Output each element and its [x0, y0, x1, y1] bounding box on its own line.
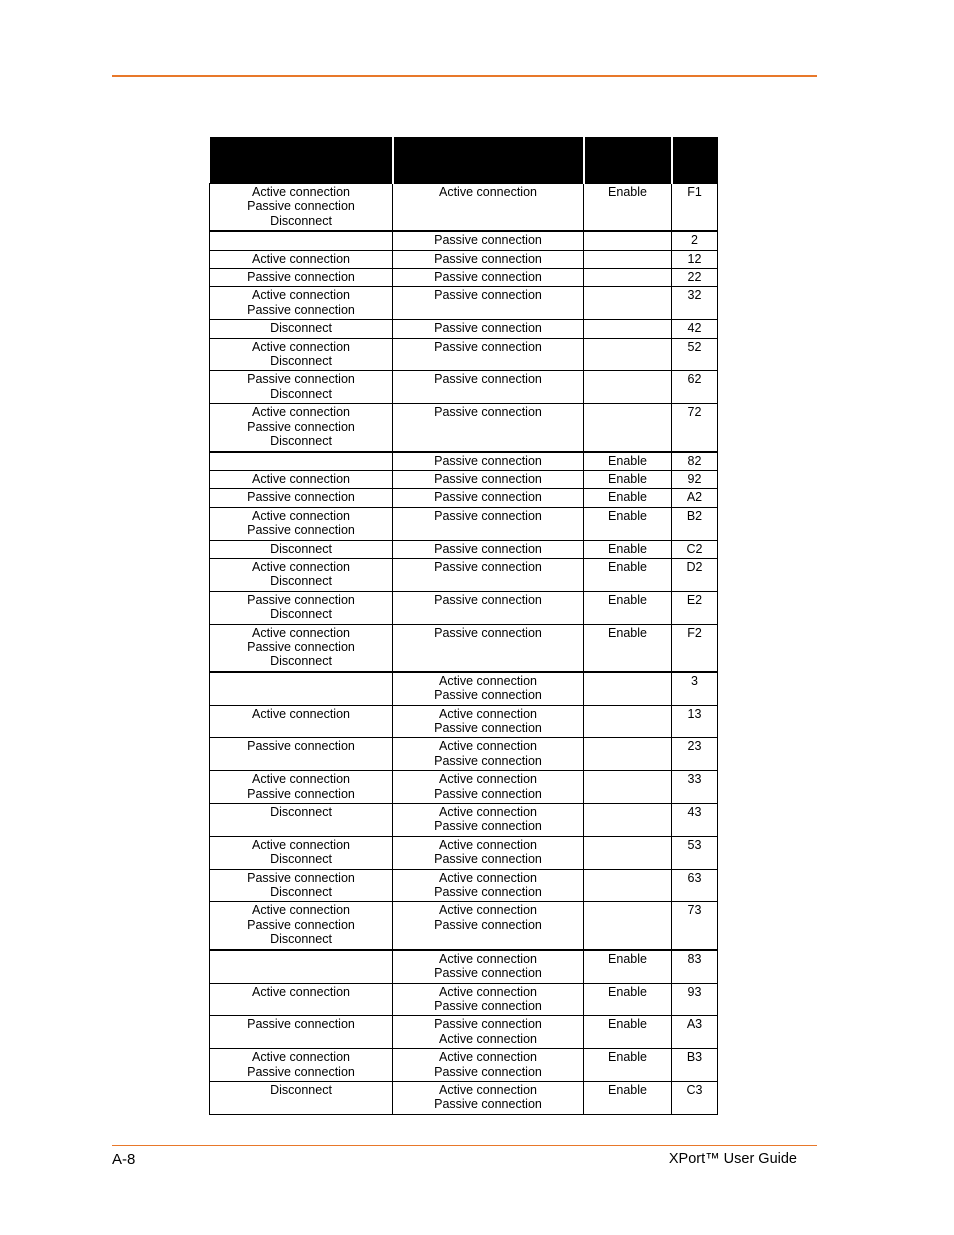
cell-line: Passive connection — [434, 288, 542, 303]
table-row — [210, 470, 718, 488]
cell-from-state — [210, 869, 393, 902]
cell-enable — [584, 338, 672, 371]
cell-line: Passive connection — [247, 592, 355, 607]
cell-line: Passive connection — [434, 541, 542, 556]
cell-line: Passive connection — [434, 819, 542, 834]
cell-from-state — [210, 470, 393, 488]
cell-code: E2 — [672, 591, 718, 624]
cell-line: Disconnect — [270, 852, 332, 867]
cell-from-state — [210, 507, 393, 540]
cell-line: Passive connection — [434, 1064, 542, 1079]
table-row — [210, 269, 718, 287]
cell-code: 22 — [672, 269, 718, 287]
cell-enable: Enable — [584, 1049, 672, 1082]
cell-code: 2 — [672, 231, 718, 250]
cell-line: Active connection — [252, 559, 350, 574]
cell-enable — [584, 771, 672, 804]
cell-line: Disconnect — [270, 805, 332, 820]
cell-line: Active connection — [252, 706, 350, 721]
cell-line: Passive connection — [434, 753, 542, 768]
table-row — [210, 672, 718, 705]
cell-to-state — [393, 869, 584, 902]
cell-line: Passive connection — [247, 1064, 355, 1079]
cell-code: A3 — [672, 1016, 718, 1049]
cell-enable: Enable — [584, 983, 672, 1016]
cell-from-state — [210, 672, 393, 705]
cell-from-state — [210, 950, 393, 983]
cell-enable — [584, 836, 672, 869]
table-row — [210, 231, 718, 250]
cell-line: Active connection — [439, 185, 537, 199]
cell-code: C2 — [672, 540, 718, 558]
cell-code: 53 — [672, 836, 718, 869]
cell-line: Disconnect — [270, 607, 332, 622]
cell-to-state — [393, 1049, 584, 1082]
cell-from-state — [210, 1049, 393, 1082]
cell-code: 32 — [672, 287, 718, 320]
cell-enable: Enable — [584, 540, 672, 558]
cell-from-state — [210, 836, 393, 869]
cell-from-state — [210, 1081, 393, 1114]
cell-enable: Enable — [584, 507, 672, 540]
cell-line: Disconnect — [270, 213, 332, 228]
cell-to-state — [393, 983, 584, 1016]
cell-from-state — [210, 371, 393, 404]
cell-line: Passive connection — [247, 270, 355, 285]
cell-to-state — [393, 705, 584, 738]
cell-line: Passive connection — [247, 1017, 355, 1032]
footer-rule — [112, 1145, 817, 1146]
cell-line: Active connection — [439, 984, 537, 999]
table-row — [210, 338, 718, 371]
guide-title: XPort™ User Guide — [668, 1151, 797, 1167]
cell-line: Active connection — [439, 1082, 537, 1097]
cell-enable — [584, 269, 672, 287]
cell-line: Active connection — [252, 471, 350, 486]
table-row — [210, 558, 718, 591]
cell-enable: Enable — [584, 558, 672, 591]
table-row — [210, 320, 718, 338]
cell-from-state — [210, 771, 393, 804]
cell-to-state — [393, 672, 584, 705]
cell-enable — [584, 404, 672, 452]
cell-line: Passive connection — [434, 625, 542, 640]
cell-from-state — [210, 338, 393, 371]
table-row — [210, 371, 718, 404]
table-row — [210, 250, 718, 268]
table-row — [210, 540, 718, 558]
table-body — [210, 184, 718, 1115]
cell-enable: Enable — [584, 452, 672, 471]
cell-line: Passive connection — [434, 339, 542, 354]
cell-code: C3 — [672, 1081, 718, 1114]
table-row — [210, 507, 718, 540]
cell-from-state — [210, 902, 393, 950]
cell-enable — [584, 705, 672, 738]
table-row — [210, 804, 718, 837]
cell-line: Passive connection — [247, 199, 355, 214]
cell-enable — [584, 902, 672, 950]
cell-line: Active connection — [252, 984, 350, 999]
cell-code: D2 — [672, 558, 718, 591]
cell-from-state — [210, 250, 393, 268]
cell-enable: Enable — [584, 184, 672, 232]
table-row — [210, 950, 718, 983]
cell-to-state — [393, 184, 584, 232]
cell-line: Disconnect — [270, 574, 332, 589]
cell-code: 82 — [672, 452, 718, 471]
cell-line: Passive connection — [247, 523, 355, 538]
cell-line: Disconnect — [270, 1082, 332, 1097]
cell-enable: Enable — [584, 1016, 672, 1049]
cell-line: Passive connection — [434, 852, 542, 867]
cell-to-state — [393, 738, 584, 771]
cell-line: Passive connection — [434, 885, 542, 900]
cell-enable: Enable — [584, 950, 672, 983]
cell-line: Active connection — [252, 772, 350, 787]
cell-code: 13 — [672, 705, 718, 738]
cell-line: Passive connection — [434, 998, 542, 1013]
cell-line: Passive connection — [434, 917, 542, 932]
cell-code: 3 — [672, 672, 718, 705]
cell-line: Passive connection — [247, 302, 355, 317]
cell-code: 12 — [672, 250, 718, 268]
cell-to-state — [393, 507, 584, 540]
cell-line: Active connection — [252, 508, 350, 523]
cell-line: Active connection — [252, 903, 350, 918]
cell-line: Passive connection — [247, 490, 355, 505]
cell-from-state — [210, 287, 393, 320]
table-row — [210, 902, 718, 950]
cell-to-state — [393, 836, 584, 869]
cell-to-state — [393, 902, 584, 950]
cell-to-state — [393, 624, 584, 672]
header-cell-4 — [672, 137, 718, 184]
table-row — [210, 591, 718, 624]
cell-line: Passive connection — [434, 372, 542, 387]
cell-code: F1 — [672, 184, 718, 232]
cell-from-state — [210, 184, 393, 232]
cell-line: Active connection — [252, 625, 350, 640]
cell-enable — [584, 250, 672, 268]
cell-code: 63 — [672, 869, 718, 902]
cell-enable: Enable — [584, 470, 672, 488]
header-cell-2 — [393, 137, 584, 184]
cell-line: Active connection — [252, 1050, 350, 1065]
cell-to-state — [393, 540, 584, 558]
cell-to-state — [393, 404, 584, 452]
cell-to-state — [393, 558, 584, 591]
cell-enable — [584, 371, 672, 404]
cell-line: Disconnect — [270, 932, 332, 947]
header-cell-3 — [584, 137, 672, 184]
table-row — [210, 738, 718, 771]
cell-line: Passive connection — [434, 453, 542, 468]
cell-to-state — [393, 338, 584, 371]
cell-from-state — [210, 558, 393, 591]
cell-code: B2 — [672, 507, 718, 540]
cell-line: Passive connection — [434, 966, 542, 981]
cell-line: Active connection — [439, 739, 537, 754]
cell-from-state — [210, 624, 393, 672]
cell-line: Disconnect — [270, 885, 332, 900]
table-row — [210, 1049, 718, 1082]
cell-enable — [584, 738, 672, 771]
header-rule — [112, 75, 817, 77]
cell-line: Passive connection — [434, 321, 542, 336]
cell-enable — [584, 869, 672, 902]
cell-line: Active connection — [439, 706, 537, 721]
cell-to-state — [393, 1016, 584, 1049]
cell-enable — [584, 804, 672, 837]
cell-to-state — [393, 1081, 584, 1114]
cell-to-state — [393, 287, 584, 320]
cell-from-state — [210, 452, 393, 471]
cell-code: 23 — [672, 738, 718, 771]
cell-to-state — [393, 452, 584, 471]
cell-line: Active connection — [439, 805, 537, 820]
cell-enable — [584, 672, 672, 705]
cell-from-state — [210, 489, 393, 507]
cell-to-state — [393, 231, 584, 250]
cell-line: Passive connection — [247, 917, 355, 932]
cell-to-state — [393, 771, 584, 804]
cell-line: Passive connection — [434, 559, 542, 574]
cell-enable — [584, 287, 672, 320]
cell-code: 92 — [672, 470, 718, 488]
cell-line: Passive connection — [434, 1097, 542, 1112]
cell-line: Active connection — [439, 903, 537, 918]
table-row — [210, 869, 718, 902]
cell-enable: Enable — [584, 489, 672, 507]
cell-to-state — [393, 470, 584, 488]
cell-line: Disconnect — [270, 354, 332, 369]
cell-line: Passive connection — [434, 471, 542, 486]
cell-line: Active connection — [252, 837, 350, 852]
cell-from-state — [210, 540, 393, 558]
table-row — [210, 705, 718, 738]
cell-line: Passive connection — [434, 1017, 542, 1032]
cell-line: Active connection — [252, 405, 350, 420]
cell-line: Disconnect — [270, 321, 332, 336]
cell-line: Passive connection — [434, 721, 542, 735]
cell-enable — [584, 231, 672, 250]
cell-to-state — [393, 320, 584, 338]
cell-from-state — [210, 269, 393, 287]
table-row — [210, 404, 718, 452]
table-row — [210, 489, 718, 507]
cell-from-state — [210, 320, 393, 338]
cell-code: 52 — [672, 338, 718, 371]
cell-line: Active connection — [439, 772, 537, 787]
cell-to-state — [393, 269, 584, 287]
cell-code: B3 — [672, 1049, 718, 1082]
cell-from-state — [210, 591, 393, 624]
cell-line: Passive connection — [247, 419, 355, 434]
cell-code: 33 — [672, 771, 718, 804]
cell-line: Passive connection — [434, 786, 542, 801]
table-row — [210, 1081, 718, 1114]
cell-line: Disconnect — [270, 386, 332, 401]
cell-enable: Enable — [584, 624, 672, 672]
cell-line: Passive connection — [434, 592, 542, 607]
cell-line: Passive connection — [247, 639, 355, 654]
cell-line: Active connection — [252, 185, 350, 199]
cell-line: Active connection — [439, 951, 537, 966]
cell-line: Passive connection — [247, 870, 355, 885]
cell-line: Passive connection — [434, 688, 542, 703]
cell-from-state — [210, 231, 393, 250]
page-number: A-8 — [112, 1151, 136, 1168]
table-row — [210, 771, 718, 804]
table-row — [210, 452, 718, 471]
cell-from-state — [210, 404, 393, 452]
cell-to-state — [393, 371, 584, 404]
table-row — [210, 624, 718, 672]
cell-from-state — [210, 738, 393, 771]
table-row — [210, 287, 718, 320]
cell-to-state — [393, 489, 584, 507]
cell-line: Passive connection — [247, 786, 355, 801]
cell-line: Active connection — [439, 673, 537, 688]
cell-code: 42 — [672, 320, 718, 338]
cell-line: Passive connection — [434, 270, 542, 285]
cell-from-state — [210, 983, 393, 1016]
cell-code: F2 — [672, 624, 718, 672]
cell-line: Passive connection — [434, 405, 542, 420]
cell-to-state — [393, 950, 584, 983]
cell-code: A2 — [672, 489, 718, 507]
cell-code: 83 — [672, 950, 718, 983]
cell-line: Passive connection — [247, 372, 355, 387]
cell-to-state — [393, 250, 584, 268]
header-cell-1 — [210, 137, 393, 184]
cell-from-state — [210, 1016, 393, 1049]
cell-line: Active connection — [439, 870, 537, 885]
cell-line: Disconnect — [270, 654, 332, 669]
connection-table — [209, 137, 717, 1115]
cell-enable: Enable — [584, 591, 672, 624]
cell-line: Active connection — [439, 837, 537, 852]
cell-line: Active connection — [252, 339, 350, 354]
cell-code: 93 — [672, 983, 718, 1016]
cell-line: Passive connection — [434, 508, 542, 523]
cell-line: Passive connection — [434, 233, 542, 248]
cell-to-state — [393, 591, 584, 624]
table-row — [210, 836, 718, 869]
table-row — [210, 983, 718, 1016]
cell-code: 62 — [672, 371, 718, 404]
cell-line: Disconnect — [270, 434, 332, 449]
cell-line: Passive connection — [434, 490, 542, 505]
cell-from-state — [210, 804, 393, 837]
cell-line: Active connection — [252, 251, 350, 266]
cell-line: Active connection — [252, 288, 350, 303]
cell-code: 43 — [672, 804, 718, 837]
cell-line: Passive connection — [434, 251, 542, 266]
cell-enable: Enable — [584, 1081, 672, 1114]
cell-from-state — [210, 705, 393, 738]
table-row — [210, 184, 718, 232]
cell-line: Active connection — [439, 1050, 537, 1065]
cell-code: 72 — [672, 404, 718, 452]
cell-code: 73 — [672, 902, 718, 950]
table-header — [210, 137, 718, 184]
cell-to-state — [393, 804, 584, 837]
cell-enable — [584, 320, 672, 338]
table-row — [210, 1016, 718, 1049]
cell-line: Disconnect — [270, 541, 332, 556]
cell-line: Active connection — [439, 1031, 537, 1046]
cell-line: Passive connection — [247, 739, 355, 754]
